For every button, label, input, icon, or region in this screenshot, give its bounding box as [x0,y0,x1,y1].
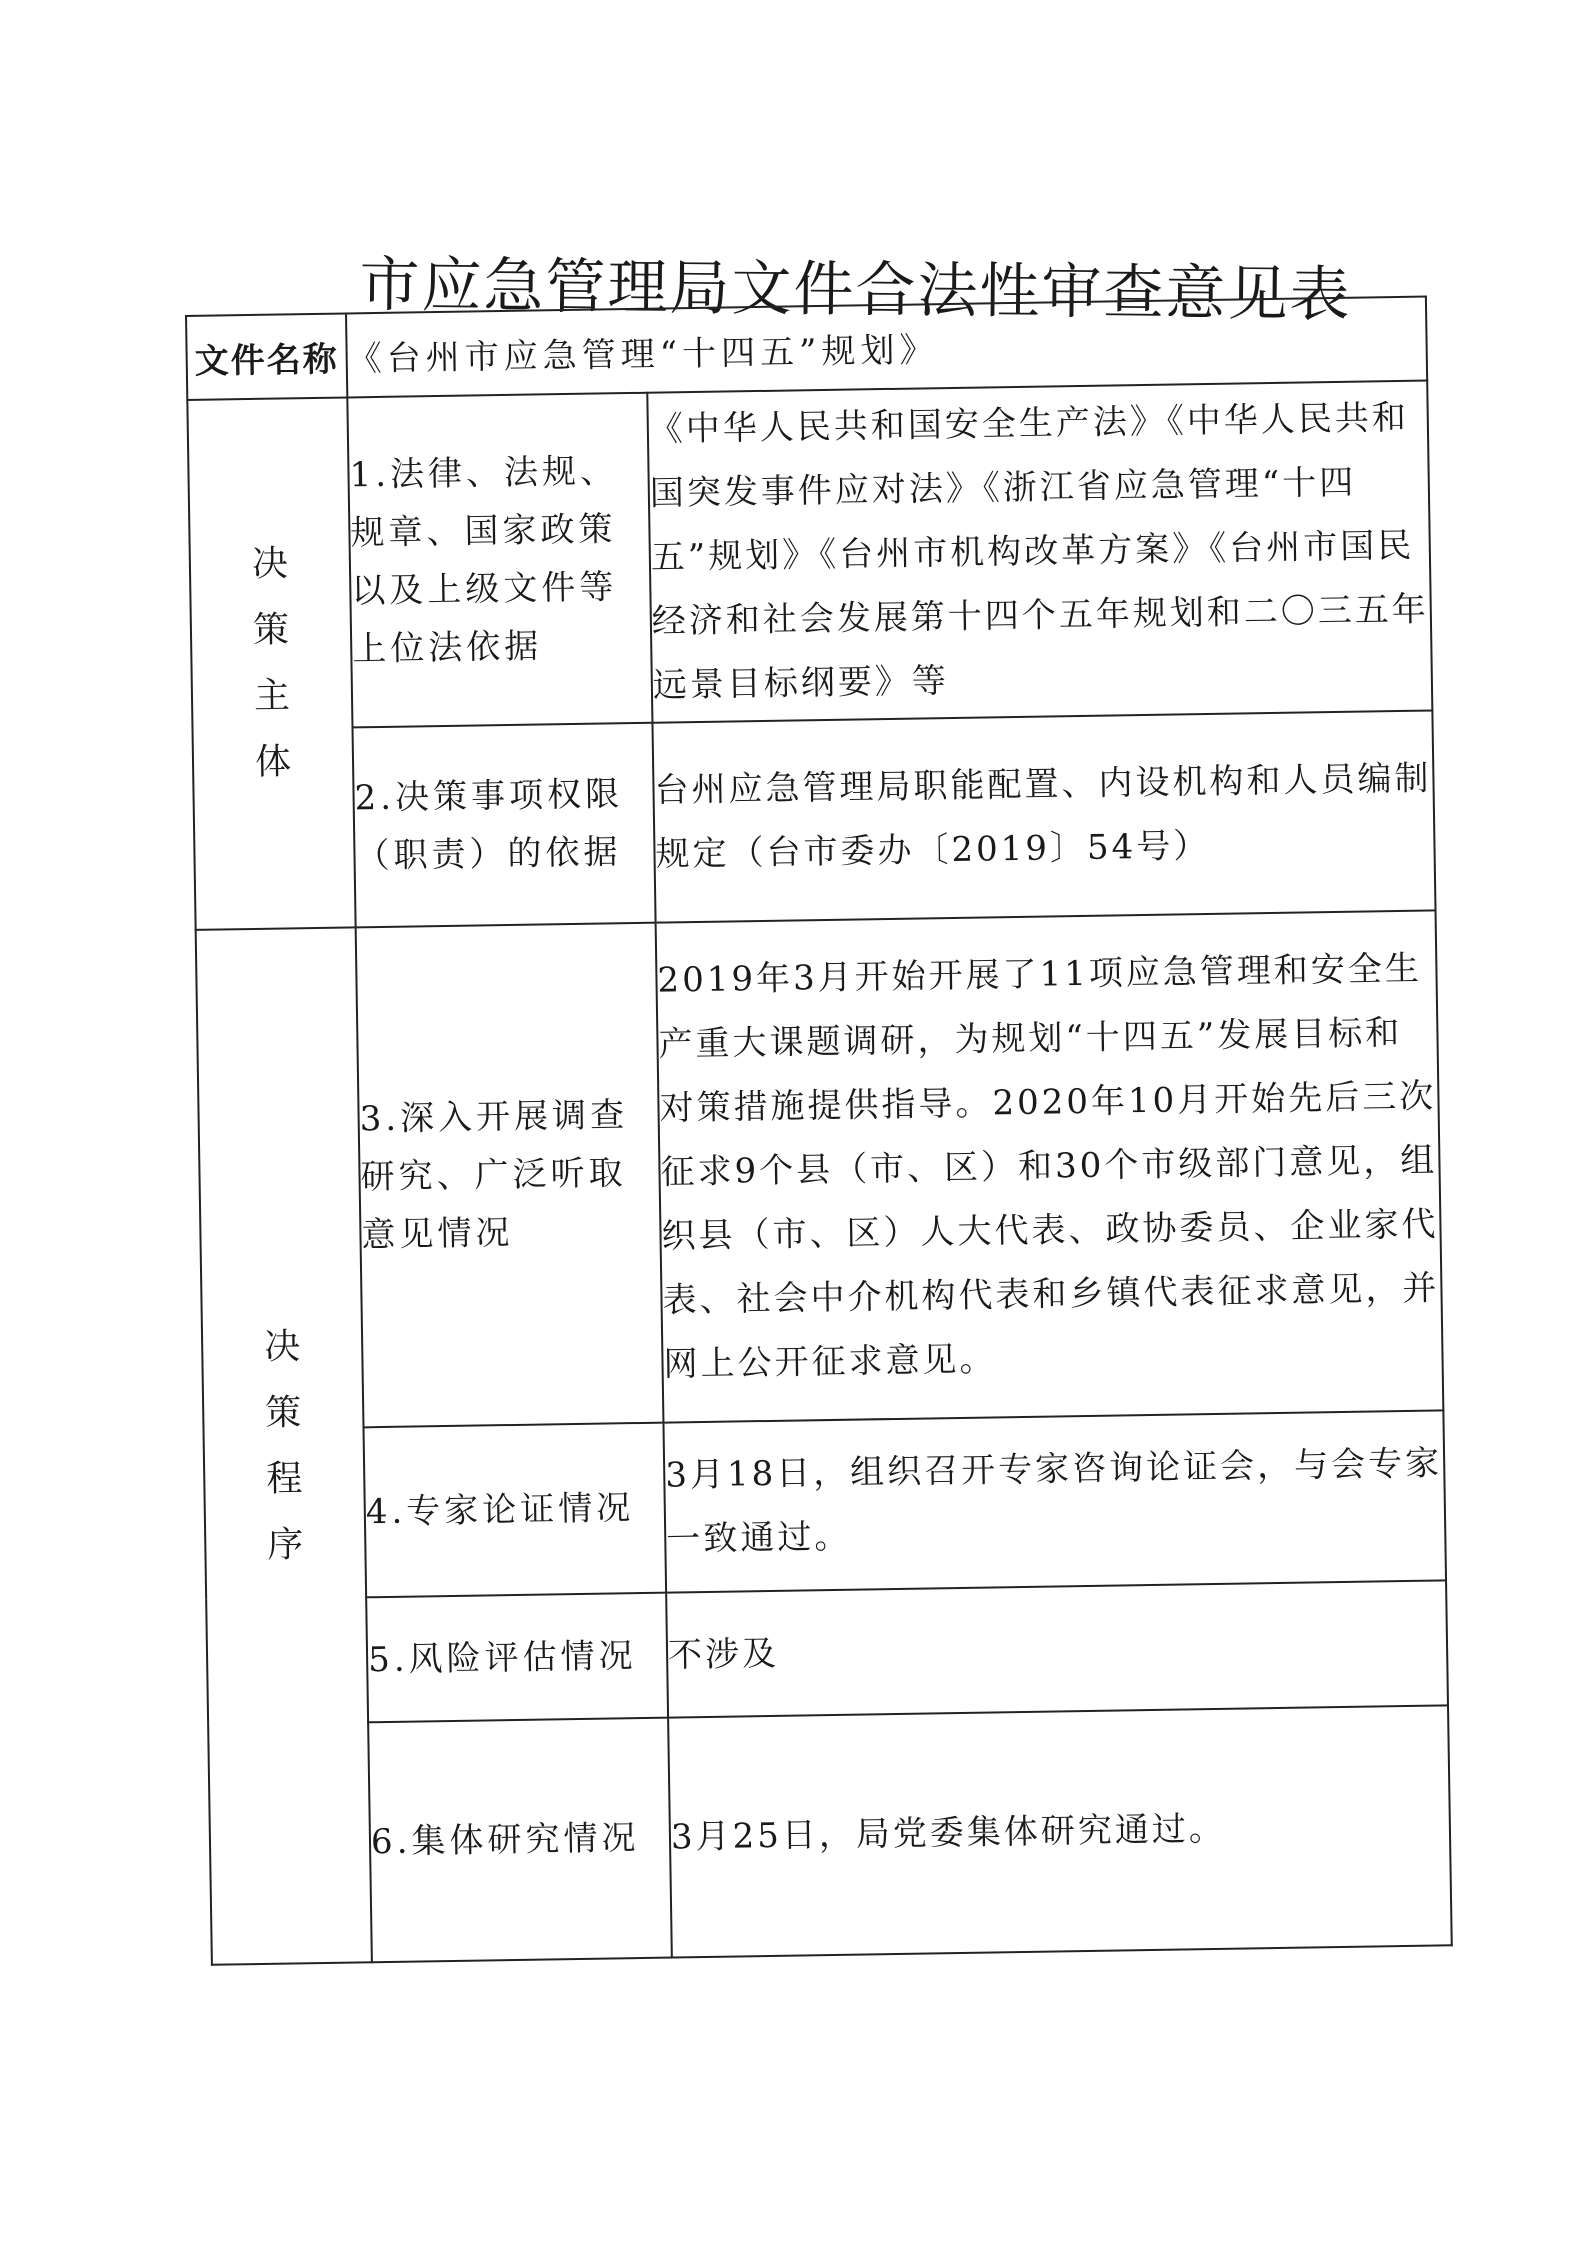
collective-study-content: 3月25日，局党委集体研究通过。 [668,1705,1452,1957]
file-name-value: 《台州市应急管理“十四五”规划》 [346,297,1427,398]
collective-study-label: 6.集体研究情况 [368,1718,672,1963]
expert-review-label: 4.专家论证情况 [363,1423,666,1598]
procedure-row-1 [196,910,1444,1429]
document-title: 市应急管理局文件合法性审查意见表 [359,249,1352,331]
file-name-label: 文件名称 [186,313,347,400]
legal-basis-label: 1.法律、法规、规章、国家政策以及上级文件等上位法依据 [347,393,652,728]
procedure-row-3 [206,1580,1448,1724]
authority-basis-label: 2.决策事项权限（职责）的依据 [352,723,655,928]
expert-review-content: 3月18日，组织召开专家咨询论证会，与会专家一致通过。 [663,1410,1446,1592]
subject-row-1 [187,380,1432,729]
investigation-label: 3.深入开展调查研究、广泛听取意见情况 [356,923,664,1428]
procedure-row-2 [204,1410,1447,1599]
procedure-row-4 [208,1705,1452,1964]
review-form-table [185,295,1453,1965]
risk-assessment-content: 不涉及 [666,1580,1448,1717]
legal-basis-content: 《中华人民共和国安全生产法》《中华人民共和国突发事件应对法》《浙江省应急管理“十四五”规划》《台州市机构改革方案》《台州市国民经济和社会发展第十四个五年规划和二〇三五年远景目标纲要》等 [647,380,1432,722]
investigation-content: 2019年3月开始开展了11项应急管理和安全生产重大课题调研，为规划“十四五”发展目标和对策措施提供指导。2020年10月开始先后三次征求9个县（市、区）和30个市级部门意见，组织县（市、区）人大代表、政协委员、企业家代表、社会中介机构代表和乡镇代表征求意见，并网上公开征求意见。 [656,910,1444,1422]
risk-assessment-label: 5.风险评估情况 [366,1593,668,1723]
subject-row-2 [193,710,1436,929]
subject-section-label: 决 策 主 体 [187,397,355,929]
authority-basis-content: 台州应急管理局职能配置、内设机构和人员编制规定（台市委办〔2019〕54号） [652,710,1435,922]
procedure-section-label: 决 策 程 序 [196,927,372,1964]
